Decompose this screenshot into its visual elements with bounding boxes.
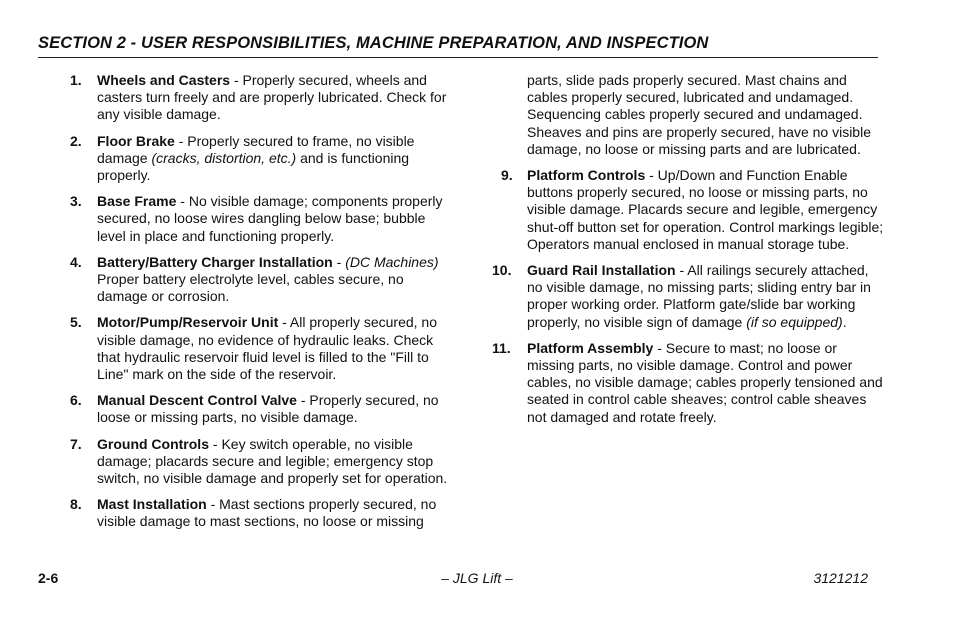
list-item-mast-installation xyxy=(70,496,452,530)
list-item-battery-charger xyxy=(70,254,452,306)
item-label: Mast Installation xyxy=(97,496,207,513)
item-text: - Up/Down and Function Enable buttons properly secured, no loose or missing parts, no visible damage. Placards secure and legible, emergency shut-off button set for operation. Control markings legible; Operators manual enclosed in manual storage tube. xyxy=(527,167,884,252)
item-text: - Properly secured to frame, no visible damage xyxy=(97,132,415,166)
footer-publisher: – JLG Lift – xyxy=(441,570,513,586)
item-number: 6. xyxy=(70,392,82,409)
page-number: 2-6 xyxy=(38,570,59,586)
item-number: 9. xyxy=(501,167,513,184)
list-item-manual-descent-valve xyxy=(70,392,452,426)
item-text-end: . xyxy=(842,313,847,330)
item-number: 7. xyxy=(70,435,82,452)
item-number: 10. xyxy=(492,262,512,279)
mast-installation-continuation: parts, slide pads properly secured. Mast chains and cables properly secured, lubricated and undamaged. Sequencing cables properly secured and undamaged. Sheaves and pins are properly secured, have no visible damage, no loose or missing parts and are lubricated. xyxy=(527,72,871,157)
item-text: - xyxy=(332,253,346,270)
item-label: Battery/Battery Charger Installation xyxy=(97,253,333,270)
item-text-end: Proper battery electrolyte level, cables secure, no damage or corrosion. xyxy=(97,271,404,305)
item-label: Guard Rail Installation xyxy=(527,262,676,279)
item-text: - All railings securely attached, no visible damage, no missing parts; sliding entry bar in proper working order. Platform gate/slide bar working properly, no visible sign of damage xyxy=(527,262,871,330)
item-number: 1. xyxy=(70,72,82,88)
item-number: 8. xyxy=(70,496,82,513)
list-item-motor-pump-reservoir xyxy=(70,314,452,383)
list-item-ground-controls xyxy=(70,436,452,488)
item-text-end: and is functioning properly. xyxy=(97,149,410,184)
list-item-wheels-casters xyxy=(70,72,452,124)
item-label: Wheels and Casters xyxy=(97,72,231,88)
item-text: - Mast sections properly secured, no visible damage to mast sections, no loose or missing xyxy=(97,496,437,530)
left-column xyxy=(70,72,452,540)
item-emphasis: (if so equipped) xyxy=(746,313,843,330)
list-item-base-frame xyxy=(70,193,452,245)
item-label: Base Frame xyxy=(97,193,177,210)
item-number: 2. xyxy=(70,132,82,149)
item-number: 11. xyxy=(492,339,511,356)
item-number: 3. xyxy=(70,193,82,210)
item-number: 5. xyxy=(70,314,82,331)
item-label: Ground Controls xyxy=(97,435,209,452)
item-text: - Key switch operable, no visible damage; placards secure and legible; emergency stop switch, no visible damage and properly set for operation. xyxy=(97,435,448,487)
item-label: Platform Assembly xyxy=(527,339,654,356)
item-text: - Properly secured, wheels and casters turn freely and are properly lubricated. Check for any visible damage. xyxy=(97,72,447,123)
item-text: - All properly secured, no visible damage, no evidence of hydraulic leaks. Check that hydraulic reservoir fluid level is filled to the "Fill to Line" mark on the side of the reservoir. xyxy=(97,314,437,383)
item-number: 4. xyxy=(70,253,82,270)
list-item-floor-brake xyxy=(70,133,452,185)
list-item-platform-controls xyxy=(492,167,884,253)
item-emphasis: (cracks, distortion, etc.) xyxy=(151,149,297,166)
item-text: - Properly secured, no loose or missing parts, no visible damage. xyxy=(97,392,439,426)
list-item-platform-assembly xyxy=(492,340,884,426)
document-number: 3121212 xyxy=(813,570,868,586)
item-emphasis: (DC Machines) xyxy=(345,253,439,270)
list-item-guard-rail xyxy=(492,262,884,331)
item-label: Platform Controls xyxy=(527,167,646,184)
item-label: Manual Descent Control Valve xyxy=(97,392,297,409)
item-label: Motor/Pump/Reservoir Unit xyxy=(97,314,279,331)
item-text: - No visible damage; components properly secured, no loose wires dangling below base; bubble level in place and functioning properly. xyxy=(97,193,443,244)
right-column xyxy=(492,72,884,435)
item-label: Floor Brake xyxy=(97,132,175,149)
item-text: - Secure to mast; no loose or missing parts, no visible damage. Control and power cables, no visible damage; cables properly tensioned and seated in control cable sheaves; control cable sheaves not damaged and rotate freely. xyxy=(527,339,883,425)
section-title: SECTION 2 - USER RESPONSIBILITIES, MACHINE PREPARATION, AND INSPECTION xyxy=(38,34,878,58)
